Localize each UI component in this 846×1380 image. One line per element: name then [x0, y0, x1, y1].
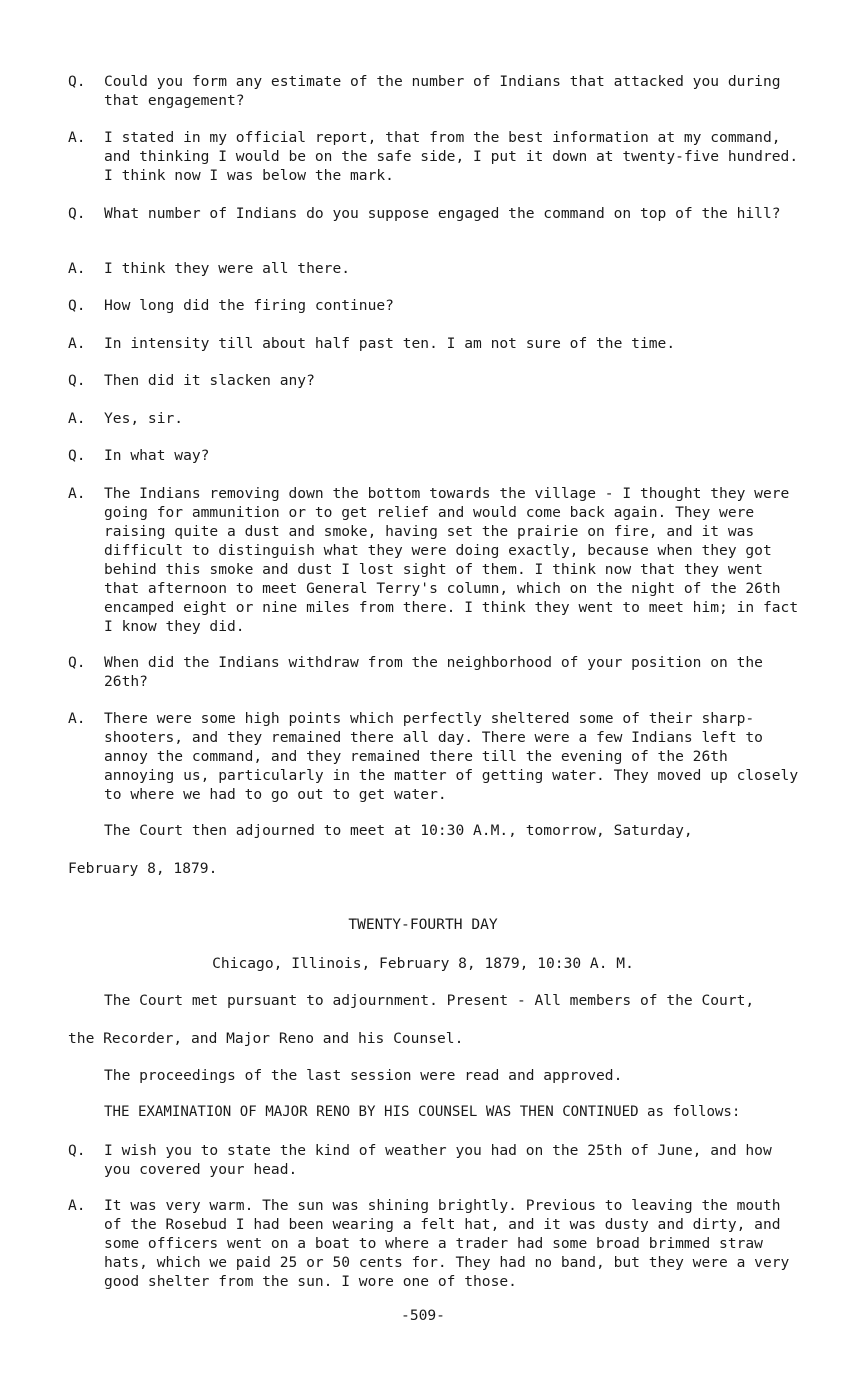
entry-text: Yes, sir. — [104, 410, 184, 427]
qa-entry — [68, 446, 803, 465]
entry-text: The Indians removing down the bottom towards the village - I thought they were going for ammunition or to get relief and would come back again. They were raising quite a dust and smoke, having set the prairie on fire, and it was difficult to distinguish what they were doing exactly, because when they got behind this smoke and dust I lost sight of them. I think now that they went that afternoon to meet General Terry's column, which on the night of the 26th encamped eight or nine miles from there. I think they went to meet him; in fact I know they did. — [104, 485, 799, 635]
entry-label: Q. — [68, 447, 86, 464]
entry-label: Q. — [68, 1142, 86, 1159]
qa-entry — [68, 204, 803, 223]
examination-line: THE EXAMINATION OF MAJOR RENO BY HIS COUNSEL WAS THEN CONTINUED as follows: — [104, 1104, 741, 1120]
entry-label: Q. — [68, 205, 86, 222]
qa-entry — [68, 128, 803, 185]
entry-text: I think they were all there. — [104, 260, 351, 277]
entry-text: There were some high points which perfectly sheltered some of their sharp-shooters, and they remained there all day. There were a few Indians left to annoy the command, and they remained there till the evening of the 26th annoying us, particularly in the matter of getting water. They moved up closely to where we had to go out to get water. — [104, 710, 799, 803]
qa-entry — [68, 1196, 803, 1291]
qa-entry — [68, 334, 803, 353]
adjournment-date: February 8, 1879. — [68, 860, 218, 877]
qa-entry — [68, 409, 803, 428]
entry-label: A. — [68, 1197, 86, 1214]
qa-entry — [68, 484, 803, 636]
entry-label: A. — [68, 129, 86, 146]
entry-label: A. — [68, 485, 86, 502]
adjournment-line: The Court then adjourned to meet at 10:30 A.M., tomorrow, Saturday, — [104, 822, 693, 839]
entry-text: I stated in my official report, that from the best information at my command, and thinking I would be on the safe side, I put it down at twenty-five hundred. I think now I was below the mark. — [104, 129, 799, 184]
entry-label: Q. — [68, 654, 86, 671]
dateline: Chicago, Illinois, February 8, 1879, 10:30 A. M. — [212, 955, 634, 972]
court-met-line: The Court met pursuant to adjournment. Present - All members of the Court, — [104, 992, 755, 1009]
entry-label: Q. — [68, 297, 86, 314]
qa-entry — [68, 653, 803, 691]
qa-entry — [68, 72, 803, 110]
qa-entry — [68, 296, 803, 315]
entry-text: In intensity till about half past ten. I am not sure of the time. — [104, 335, 676, 352]
qa-entry — [68, 1141, 803, 1179]
entry-text: Then did it slacken any? — [104, 372, 315, 389]
qa-entry — [68, 371, 803, 390]
entry-label: A. — [68, 410, 86, 427]
entry-label: A. — [68, 335, 86, 352]
entry-text: Could you form any estimate of the number of Indians that attacked you during that engagement? — [104, 73, 781, 109]
entry-label: A. — [68, 710, 86, 727]
entry-label: Q. — [68, 73, 86, 90]
entry-text: In what way? — [104, 447, 210, 464]
entry-text: It was very warm. The sun was shining brightly. Previous to leaving the mouth of the Rosebud I had been wearing a felt hat, and it was dusty and dirty, and some officers went on a boat to where a trader had some broad brimmed straw hats, which we paid 25 or 50 cents for. They had no band, but they were a very good shelter from the sun. I wore one of those. — [104, 1197, 790, 1290]
qa-entry — [68, 259, 803, 278]
court-present-line: the Recorder, and Major Reno and his Counsel. — [68, 1030, 464, 1047]
entry-text: I wish you to state the kind of weather you had on the 25th of June, and how you covered your head. — [104, 1142, 772, 1178]
entry-text: When did the Indians withdraw from the neighborhood of your position on the 26th? — [104, 654, 763, 690]
entry-text: How long did the firing continue? — [104, 297, 394, 314]
page-number: -509- — [401, 1307, 445, 1324]
entry-label: Q. — [68, 372, 86, 389]
qa-entry — [68, 709, 803, 804]
proceedings-line: The proceedings of the last session were read and approved. — [104, 1067, 623, 1084]
entry-text: What number of Indians do you suppose engaged the command on top of the hill? — [104, 205, 781, 222]
entry-label: A. — [68, 260, 86, 277]
day-heading: TWENTY-FOURTH DAY — [348, 916, 498, 933]
